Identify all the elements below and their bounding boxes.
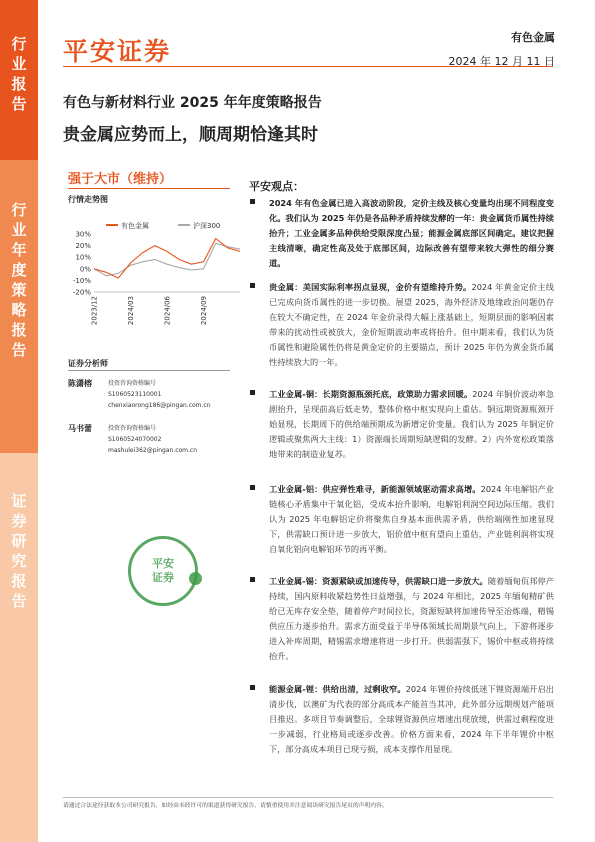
trend-chart-title: 行情走势图 — [68, 195, 108, 204]
analyst-info — [108, 378, 248, 411]
viewpoint-body: 2024 年锂价持续低迷下锂资源端开启出清步伐，以澳矿为代表的部分高成本产能首当其冲，此外部分远期规划产能项目推迟。多项目节奏调整后，全球锂资源供应增速出现放缓，供需过剩程度进一步减弱，行业格局或逐步改善。价格方面来看，2024 年下半年锂价中枢下，部分高成本项目已现亏损，成本支撑作用显现。 — [269, 684, 554, 754]
analyst-name: 陈潇榕 — [68, 379, 92, 388]
viewpoint-lead: 工业金属-锡：资源紧缺或加速传导，供需缺口进一步放大。 — [269, 576, 488, 586]
trend-chart-svg — [64, 206, 244, 346]
viewpoint-lead: 能源金属-锂：供给出清，过剩收窄。 — [269, 684, 406, 694]
footer-divider — [63, 797, 553, 798]
company-stamp — [128, 536, 198, 606]
legend-label: 有色金属 — [121, 222, 149, 230]
viewpoint-lead: 工业金属-铝：供应弹性难寻，新能源领域驱动需求高增。 — [269, 484, 481, 494]
report-subtitle: 有色与新材料行业 2025 年年度策略报告 — [63, 95, 322, 111]
stamp-text: 平安 — [152, 557, 174, 570]
y-tick-label: -10% — [72, 276, 91, 285]
legend-label: 沪深300 — [193, 222, 221, 230]
trend-chart — [64, 206, 244, 346]
sidebar-segment-research — [0, 453, 38, 842]
y-tick-label: -20% — [72, 288, 91, 297]
company-logo: 平安证券 — [63, 37, 172, 66]
y-tick-label: 10% — [75, 253, 91, 262]
industry-label: 有色金属 — [511, 31, 555, 44]
viewpoint-body: 2024 年铜价波动率急剧抬升，呈现前高后低走势，整体价格中枢实现向上重估。铜远期资源瓶颈开始显现，长期周下的供给端预期成为新增定价变量。我们认为 2025 年铜定价逻辑或聚焦两大主线：1）资源端长周期短缺逻辑的发酵。2）内外宽松政策落地带来的制造业复苏。 — [269, 389, 554, 459]
x-tick-label: 2024/03 — [127, 296, 135, 326]
stamp-mark-icon — [189, 572, 202, 585]
bullet-square-icon — [250, 390, 255, 395]
viewpoint-body: 2024 年黄金定价主线已完成向货币属性的进一步切换。展望 2025，海外经济及地缘政治问题仍存在较大不确定性，在 2024 年金价录得大幅上涨基础上，短期层面的影响因素带来的扰动性或被放大，金价短期波动率或将抬升。但中期来看，我们认为货币属性和避险属性仍将是黄金定价的主要锚点，预计 2025 年仍为黄金货币属性持续放大的一年。 — [269, 282, 554, 367]
viewpoint-title: 平安观点： — [249, 180, 304, 193]
analyst-cert-label: 投资咨询资格编号 — [108, 380, 157, 387]
x-tick-label: 2024/09 — [200, 296, 208, 326]
viewpoint-body: 随着缅甸佤邦停产持续，国内原料收紧趋势性日益增强，与 2024 年相比，2025 年缅甸精矿供给已无库存安全垫，随着停产时间拉长，资源短缺将加速传导至冶炼端，精锡供应压力逐步抬升。需求方面受益于半导体领域长周期景气向上，下游将逐步进入补库周期，精锡需求增速将进一步打开。供弱需强下，锡价中枢或将持续抬升。 — [269, 576, 554, 661]
rating-label: 强于大市（维持） — [68, 172, 173, 187]
sidebar-label: 证券研究报告 — [9, 493, 28, 613]
series-line — [94, 243, 240, 275]
viewpoint-lead: 贵金属：美国实际利率拐点显现，金价有望维持升势。 — [269, 282, 472, 292]
analyst-email[interactable]: chenxiaorong186@pingan.com.cn — [108, 402, 211, 409]
report-title: 贵金属应势而上，顺周期恰逢其时 — [63, 125, 318, 145]
analysts-title: 证券分析师 — [68, 359, 108, 368]
y-tick-label: 0% — [79, 265, 91, 274]
x-tick-label: 2024/06 — [163, 296, 172, 326]
report-date: 2024 年 12 月 11 日 — [448, 55, 555, 68]
analysts-divider — [68, 370, 230, 371]
analyst-name: 马书蕾 — [68, 424, 92, 433]
sidebar-segment-strategy — [0, 160, 38, 453]
rating-divider — [68, 188, 230, 189]
sidebar-label: 行业年度策略报告 — [9, 202, 28, 362]
y-tick-label: 20% — [75, 242, 91, 251]
viewpoint-body: 2024 年电解铝产业链核心矛盾集中于氧化铝，受成本抬升影响，电解铝利润空间边际压缩。我们认为 2025 年电解铝定价将聚焦自身基本面供需矛盾，供给端刚性加速显现下，供需缺口预计进一步放大，铝价值中枢有望向上重估，产业链利润将实现自氧化铝向电解铝环节的再平衡。 — [269, 484, 554, 554]
footer-disclaimer: 请通过合法途径获取本公司研究报告，如经由未经许可的渠道获得研究报告，请慎重使用并注意阅读研究报告尾页的声明内容。 — [63, 803, 388, 809]
analyst-cert-number: S1060523110001 — [108, 391, 162, 398]
bullet-square-icon — [250, 283, 255, 288]
analyst-info — [108, 423, 248, 456]
viewpoint-lead: 工业金属-铜：长期资源瓶颈托底，政策助力需求回暖。 — [269, 389, 473, 399]
bullet-square-icon — [250, 577, 255, 582]
bullet-square-icon — [250, 199, 255, 204]
x-tick-label: 2023/12 — [90, 296, 99, 326]
sidebar-label: 行业报告 — [9, 36, 28, 116]
y-tick-label: 30% — [75, 230, 91, 239]
analyst-cert-label: 投资咨询资格编号 — [108, 425, 157, 432]
bullet-square-icon — [250, 485, 255, 490]
sidebar-segment-report-type — [0, 0, 38, 160]
viewpoint-lead: 2024 年有色金属已进入高波动阶段，定价主线及核心变量均出现不同程度变化。我们认为 2025 年仍是各品种矛盾持续发酵的一年：贵金属货币属性持续抬升；工业金属多品种供给受限深度凸显；能源金属底部区间确定。建议把握主线清晰，确定性高及处于底部区间，边际改善有望带来较大弹性的细分赛道。 — [269, 198, 554, 268]
left-sidebar — [0, 0, 38, 842]
stamp-text: 证券 — [152, 571, 174, 584]
analyst-email[interactable]: mashulei362@pingan.com.cn — [108, 447, 198, 454]
analyst-cert-number: S1060524070002 — [108, 436, 162, 443]
bullet-square-icon — [250, 685, 255, 690]
